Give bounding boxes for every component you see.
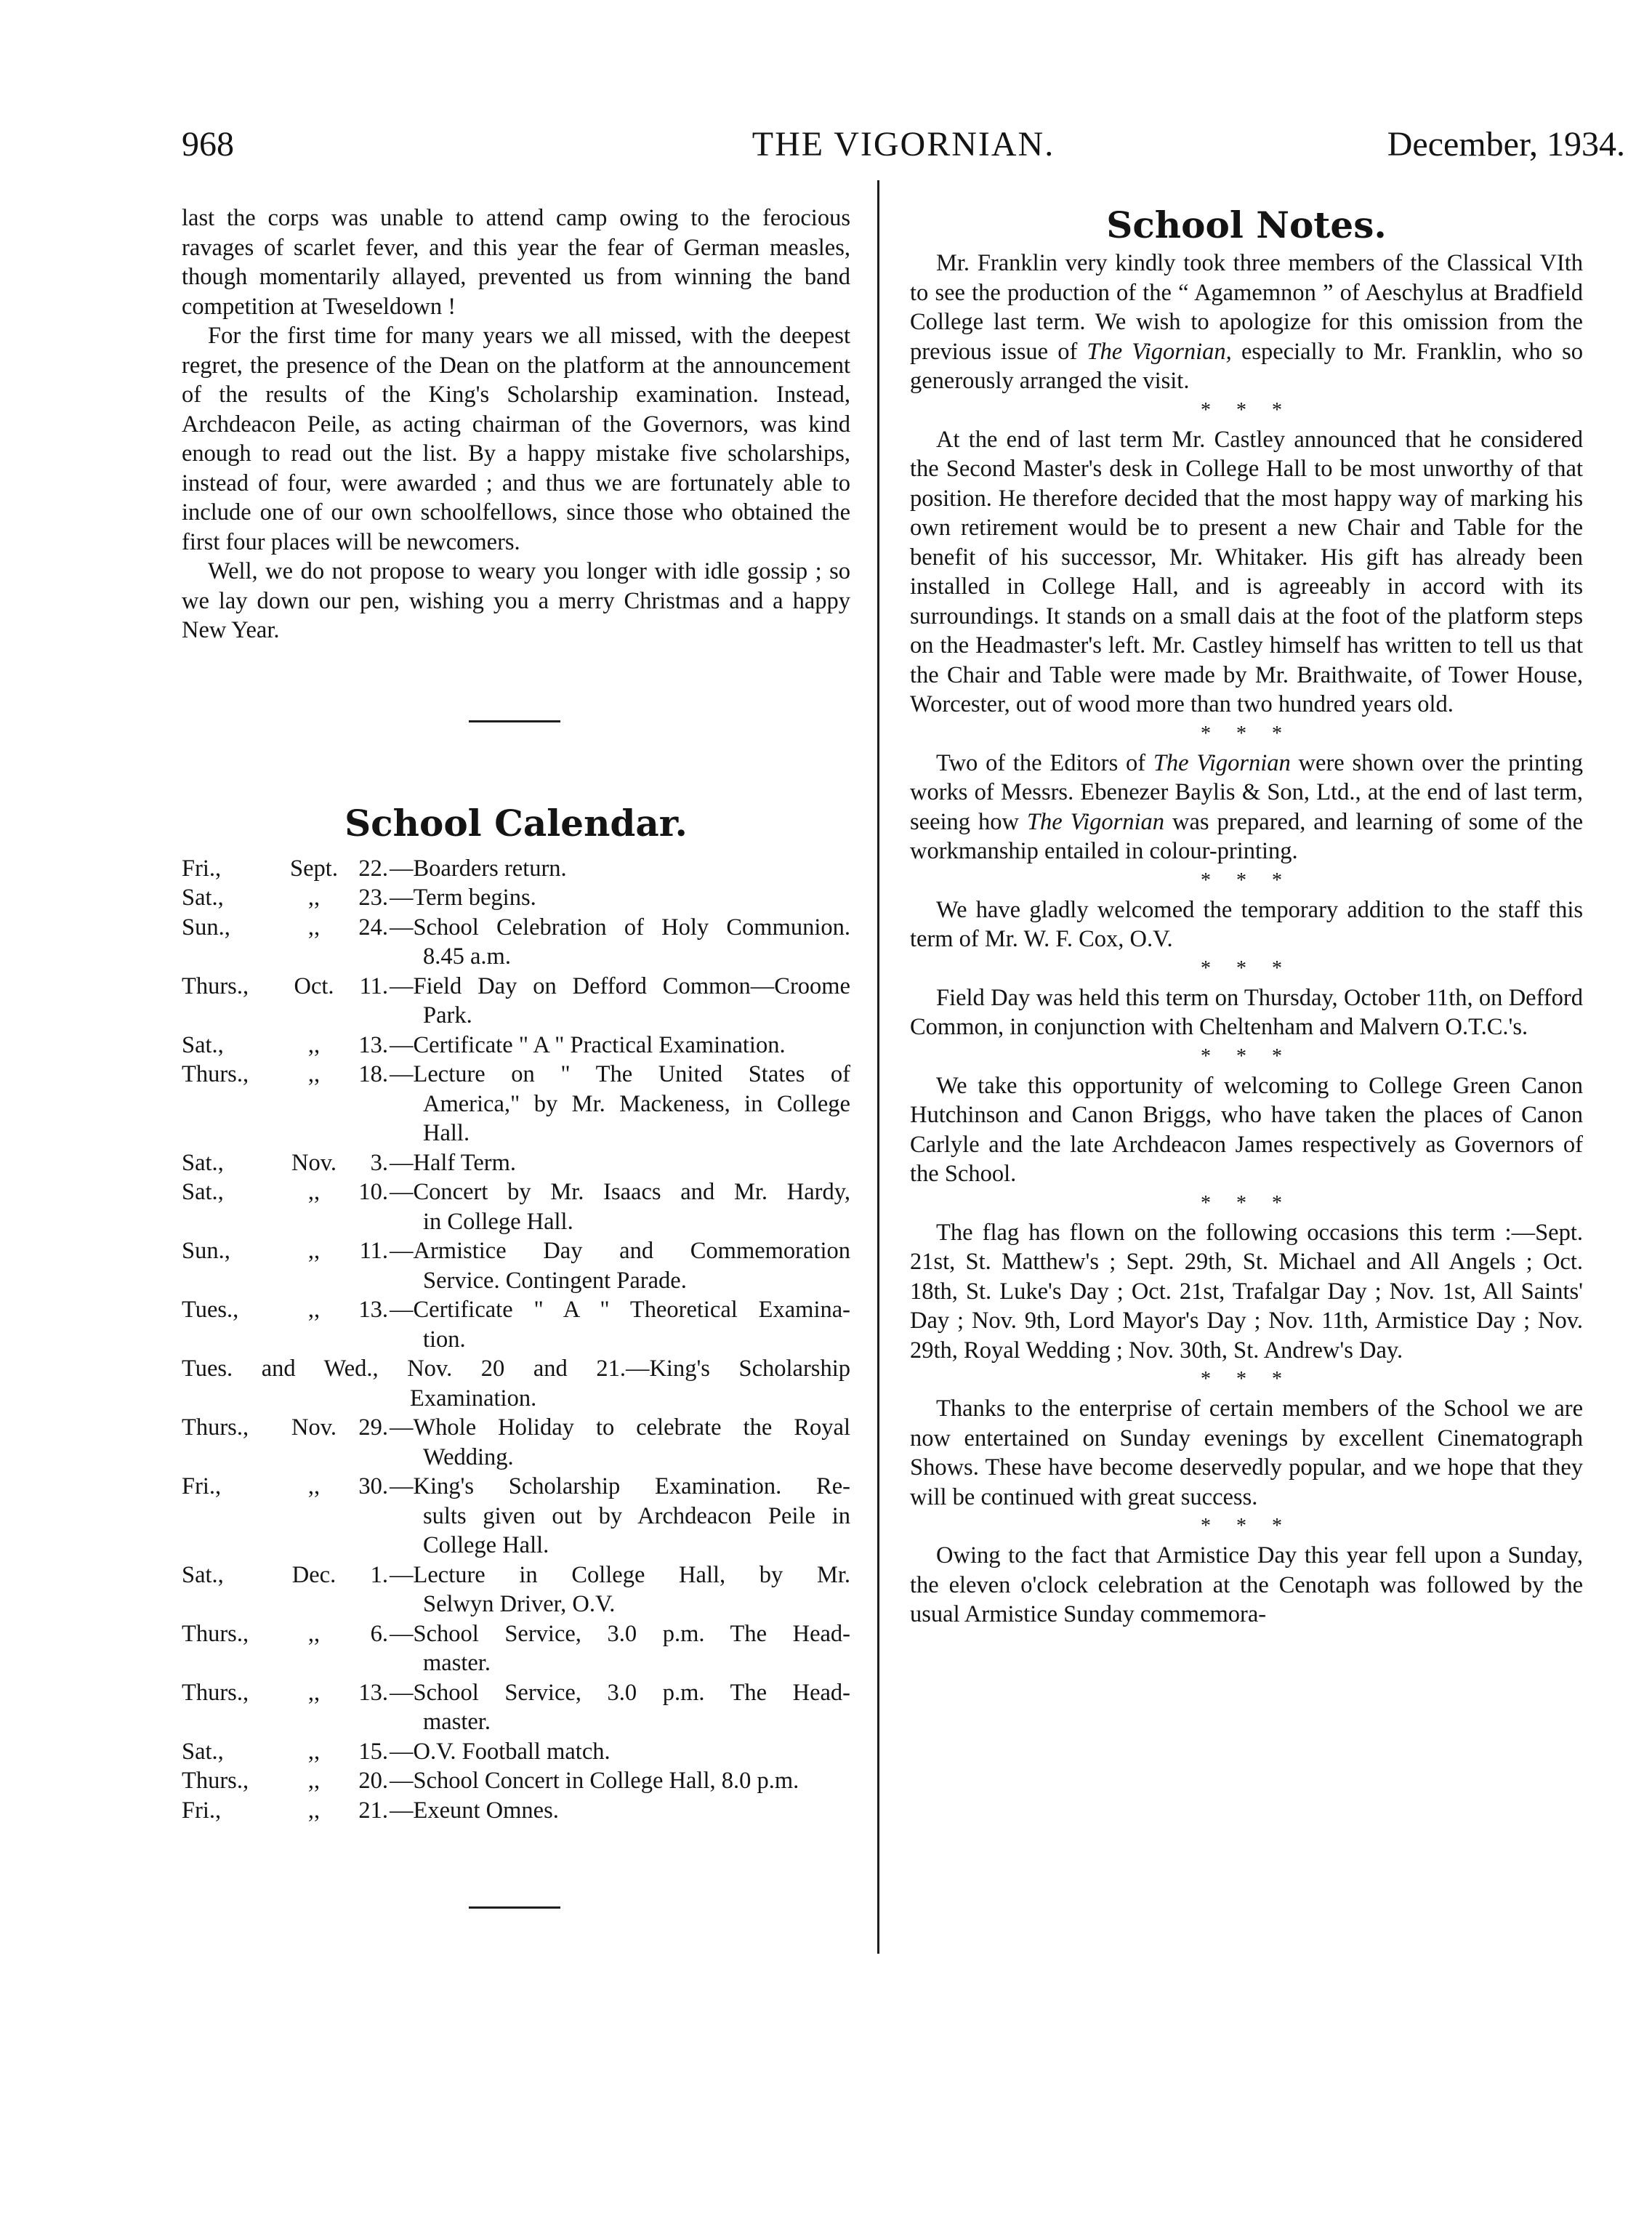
calendar-date: 24. [358,914,388,941]
calendar-month: Nov. [291,1149,337,1176]
calendar-row [182,1148,850,1178]
calendar-day: Sun., [182,1238,230,1264]
separator-stars: * * * [1201,869,1292,892]
calendar-day: Thurs., [182,1620,249,1647]
calendar-month: ,, [307,1473,321,1499]
calendar-day: Fri., [182,1473,222,1499]
calendar-day: Sat., [182,1031,224,1058]
calendar-date: 18. [358,1061,388,1087]
calendar-event-continuation: Park. [423,1002,472,1028]
note-paragraph: Owing to the fact that Armistice Day this year fell upon a Sunday, the eleven o'clock celebration at the Cenotaph was followed by the usual Armistice Sunday commemora- [910,1542,1583,1627]
calendar-event: —Lecture in College Hall, by Mr. [390,1561,850,1588]
calendar-day: Fri., [182,855,222,882]
calendar-row [182,1031,850,1060]
calendar-day: Tues., [182,1297,239,1323]
calendar-row [182,1236,850,1295]
calendar-event: —Boarders return. [390,855,567,882]
calendar-month: Dec. [291,1561,337,1588]
calendar-date: 1. [370,1561,388,1588]
calendar-row [182,1678,850,1737]
calendar-event: —King's Scholarship Examination. Re- [390,1473,850,1499]
section-divider [469,1906,560,1909]
calendar-day: Sun., [182,914,230,941]
calendar-event-continuation: Wedding. [423,1443,514,1470]
calendar-date: 30. [358,1473,388,1499]
calendar-date: 20. [358,1768,388,1794]
calendar-day: Sat., [182,1738,224,1765]
calendar-row [182,1766,850,1796]
page-number: 968 [182,125,234,164]
calendar-month: ,, [307,1061,321,1087]
calendar-event-continuation: tion. [423,1326,466,1353]
calendar-date: 13. [358,1031,388,1058]
separator-stars: * * * [1201,1191,1292,1215]
right-column [910,204,1583,1630]
intro-paragraph: Well, we do not propose to weary you longer with idle gossip ; so we lay down our pen, wishing you a merry Christmas and a happy New Year. [182,558,850,643]
calendar-event: —School Celebration of Holy Communion. [390,914,850,941]
calendar-day: Fri., [182,1797,222,1824]
school-notes-title: School Notes. [1106,204,1387,246]
calendar-event-continuation: master. [423,1650,491,1676]
calendar-date: 11. [359,1238,388,1264]
calendar-event-continuation: 8.45 a.m. [423,943,511,970]
calendar-event: —Armistice Day and Commemoration [390,1238,850,1264]
note-paragraph: Field Day was held this term on Thursday, October 11th, on Defford Common, in conjunction with Cheltenham and Malvern O.T.C.'s. [910,984,1583,1040]
calendar-event: —Exeunt Omnes. [390,1797,559,1824]
journal-title: THE VIGORNIAN. [752,125,1055,164]
intro-paragraph: last the corps was unable to attend camp owing to the ferocious ravages of scarlet fever, and this year the fear of German measles, though momentarily allayed, prevented us from winning the band competition at Tweseldown ! [182,205,850,320]
calendar-date: 6. [370,1620,388,1647]
note-paragraph: Thanks to the enterprise of certain members of the School we are now entertained on Sunday evenings by excellent Cinematograph Shows. These have become deservedly popular, and we hope that they will be continued with great success. [910,1396,1583,1510]
calendar-event: —Field Day on Defford Common—Croome [390,972,850,999]
calendar-date: 29. [358,1414,388,1441]
calendar-event: —Half Term. [390,1149,517,1176]
calendar-row [182,1354,850,1413]
calendar-month: ,, [307,1297,321,1323]
note-paragraph: Two of the Editors of The Vigornian were shown over the printing works of Messrs. Ebenezer Baylis & Son, Ltd., at the end of last term, seeing how The Vigornian was prepared, and learning of some of the workmanship entailed in colour-printing. [910,749,1583,864]
calendar-event: —Lecture on " The United States of [390,1061,850,1087]
column-divider [877,180,879,1954]
calendar-row [182,1619,850,1678]
calendar-month: Oct. [294,972,334,999]
note-paragraph: Mr. Franklin very kindly took three members of the Classical VIth to see the production of the “ Agamemnon ” of Aeschylus at Bradfield College last term. We wish to apologize for this omission from the previous issue of The Vigornian, especially to Mr. Franklin, who so generously arranged the visit. [910,250,1583,394]
calendar-date: 11. [359,972,388,999]
separator-stars: * * * [1201,1515,1292,1537]
calendar-date: 22. [358,855,388,882]
calendar-month: ,, [307,1797,321,1824]
calendar-event: —Whole Holiday to celebrate the Royal [390,1414,850,1441]
calendar-row [182,1295,850,1354]
calendar-row [182,972,850,1031]
calendar-event-continuation: in College Hall. [423,1208,573,1235]
calendar-date: 13. [358,1297,388,1323]
calendar-event: —Certificate " A " Practical Examination. [390,1031,786,1058]
calendar-day: Sat., [182,1179,224,1205]
calendar-month: ,, [307,1238,321,1264]
separator-stars: * * * [1201,722,1292,745]
calendar-date: 23. [358,885,388,911]
note-paragraph: At the end of last term Mr. Castley announced that he considered the Second Master's desk in College Hall to be most unworthy of that position. He therefore decided that the most happy way of marking his own retirement would be to present a new Chair and Table for the benefit of his successor, Mr. Whitaker. His gift has already been installed in College Hall, and is agreeably in accord with its surroundings. It stands on a small dais at the foot of the platform steps on the Headmaster's left. Mr. Castley himself has written to tell us that the Chair and Table were made by Mr. Braithwaite, of Tower House, Worcester, out of wood more than two hundred years old. [910,426,1583,717]
calendar-month: Nov. [291,1414,337,1441]
calendar-day: Thurs., [182,1679,249,1706]
calendar-day: Sat., [182,1149,224,1176]
calendar-month: ,, [307,1768,321,1794]
note-paragraph: The flag has flown on the following occasions this term :—Sept. 21st, St. Matthew's ; Sept. 29th, St. Michael and All Angels ; Oct. 18th, St. Luke's Day ; Oct. 21st, Trafalgar Day ; Nov. 1st, All Saints' Day ; Nov. 9th, Lord Mayor's Day ; Nov. 11th, Armistice Day ; Nov. 29th, Royal Wedding ; Nov. 30th, St. Andrew's Day. [910,1219,1583,1364]
calendar-day: Sat., [182,1561,224,1588]
issue-date: December, 1934. [1387,125,1625,164]
calendar-month: ,, [307,885,321,911]
calendar-date: 3. [370,1149,388,1176]
calendar-row [182,1796,850,1826]
running-header [182,122,1625,167]
calendar-row [182,1560,850,1619]
calendar-month: ,, [307,1031,321,1058]
separator-stars: * * * [1201,957,1292,980]
calendar-row [182,1060,850,1148]
note-paragraph: We take this opportunity of welcoming to College Green Canon Hutchinson and Canon Briggs, who have taken the places of Canon Carlyle and the late Archdeacon James respectively as Governors of the School. [910,1072,1583,1187]
calendar-date: 10. [358,1179,388,1205]
calendar-event: —Term begins. [390,885,536,911]
calendar-title: School Calendar. [344,801,688,845]
calendar-row [182,1472,850,1560]
calendar-row [182,1413,850,1472]
left-column [182,204,850,1909]
calendar-month: ,, [307,1620,321,1647]
calendar-month: Sept. [290,855,338,882]
note-paragraph: We have gladly welcomed the temporary addition to the staff this term of Mr. W. F. Cox, O.V. [910,896,1583,952]
calendar-event-continuation: sults given out by Archdeacon Peile in College Hall. [423,1502,850,1558]
separator-stars: * * * [1201,1368,1292,1390]
calendar-event: —O.V. Football match. [390,1738,611,1765]
calendar-date: 21. [358,1797,388,1824]
calendar-day: Sat., [182,885,224,911]
calendar-row [182,1737,850,1767]
calendar-day: Thurs., [182,1414,249,1441]
calendar-date: 13. [358,1679,388,1706]
calendar-event: Tues. and Wed., Nov. 20 and 21.—King's Scholarship [182,1356,850,1382]
calendar-event: —Certificate " A " Theoretical Examina- [390,1297,850,1323]
calendar-event-continuation: America," by Mr. Mackeness, in College Hall. [423,1090,850,1146]
calendar-row [182,854,850,884]
calendar-month: ,, [307,1179,321,1205]
intro-paragraph: For the first time for many years we all missed, with the deepest regret, the presence of the Dean on the platform at the announcement of the results of the King's Scholarship examination. Instead, Archdeacon Peile, as acting chairman of the Governors, was kind enough to read out the list. By a happy mistake five scholarships, instead of four, were awarded ; and thus we are fortunately able to include one of our own schoolfellows, since those who obtained the first four places will be newcomers. [182,323,850,555]
calendar-month: ,, [307,1679,321,1706]
calendar-event-continuation: master. [423,1709,491,1735]
calendar-event: —Concert by Mr. Isaacs and Mr. Hardy, [390,1179,850,1205]
calendar-event-continuation: Service. Contingent Parade. [423,1267,687,1294]
school-calendar [182,854,850,1826]
separator-stars: * * * [1201,398,1292,422]
calendar-day: Thurs., [182,1768,249,1794]
calendar-day: Thurs., [182,1061,249,1087]
calendar-event: —School Service, 3.0 p.m. The Head- [390,1620,850,1647]
calendar-event-continuation: Examination. [410,1385,537,1411]
calendar-event: —School Service, 3.0 p.m. The Head- [390,1679,850,1706]
calendar-event-continuation: Selwyn Driver, O.V. [423,1591,616,1617]
separator-stars: * * * [1201,1044,1292,1068]
calendar-date: 15. [358,1738,388,1765]
calendar-row [182,883,850,913]
calendar-event: —School Concert in College Hall, 8.0 p.m. [390,1768,799,1794]
calendar-day: Thurs., [182,972,249,999]
calendar-month: ,, [307,1738,321,1765]
calendar-row [182,913,850,972]
calendar-row [182,1177,850,1236]
calendar-month: ,, [307,914,321,941]
